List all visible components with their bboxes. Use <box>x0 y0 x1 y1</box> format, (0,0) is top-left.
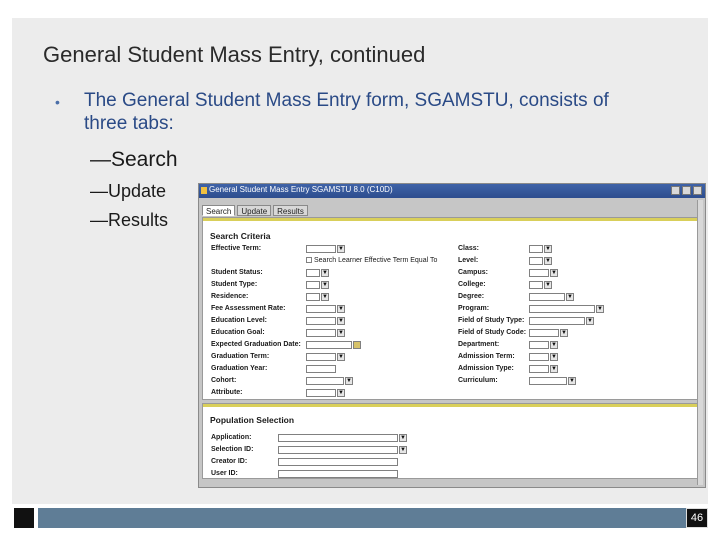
dropdown-arrow-icon[interactable]: ▼ <box>338 330 344 336</box>
user-id-label: User ID: <box>211 470 238 477</box>
dropdown-arrow-icon[interactable]: ▼ <box>551 342 557 348</box>
maximize-icon[interactable] <box>682 186 691 195</box>
level-input[interactable] <box>529 257 543 265</box>
dropdown-arrow-icon[interactable]: ▼ <box>569 378 575 384</box>
field-of-study-code-input[interactable] <box>529 329 559 337</box>
dropdown-arrow-icon[interactable]: ▼ <box>551 270 557 276</box>
search-learner-checkbox[interactable] <box>306 257 312 263</box>
degree-label: Degree: <box>458 293 485 300</box>
degree-input[interactable] <box>529 293 565 301</box>
selection-id-input[interactable] <box>278 446 398 454</box>
attribute-label: Attribute: <box>211 389 243 396</box>
dropdown-arrow-icon[interactable]: ▼ <box>400 447 406 453</box>
dropdown-arrow-icon[interactable]: ▼ <box>567 294 573 300</box>
education-level-label: Education Level: <box>211 317 268 324</box>
student-type-input[interactable] <box>306 281 320 289</box>
application-input[interactable] <box>278 434 398 442</box>
dropdown-arrow-icon[interactable]: ▼ <box>338 318 344 324</box>
dropdown-arrow-icon[interactable]: ▼ <box>587 318 593 324</box>
residence-label: Residence: <box>211 293 249 300</box>
admission-type-input[interactable] <box>529 365 549 373</box>
dropdown-arrow-icon[interactable]: ▼ <box>561 330 567 336</box>
dropdown-arrow-icon[interactable]: ▼ <box>322 294 328 300</box>
dropdown-arrow-icon[interactable]: ▼ <box>338 354 344 360</box>
close-icon[interactable] <box>693 186 702 195</box>
bullet-icon: • <box>55 94 60 110</box>
department-input[interactable] <box>529 341 549 349</box>
calendar-icon[interactable] <box>353 341 361 349</box>
tab-strip <box>202 205 308 216</box>
window-icon <box>201 187 207 194</box>
student-status-label: Student Status: <box>211 269 263 276</box>
dropdown-arrow-icon[interactable]: ▼ <box>322 270 328 276</box>
residence-input[interactable] <box>306 293 320 301</box>
education-goal-label: Education Goal: <box>211 329 265 336</box>
admission-type-label: Admission Type: <box>458 365 514 372</box>
class-label: Class: <box>458 245 480 252</box>
college-label: College: <box>458 281 486 288</box>
program-label: Program: <box>458 305 490 312</box>
cohort-label: Cohort: <box>211 377 237 384</box>
admission-term-label: Admission Term: <box>458 353 515 360</box>
population-selection-title: Population Selection <box>210 415 295 425</box>
sub-item-update: —Update <box>90 181 167 201</box>
education-goal-input[interactable] <box>306 329 336 337</box>
panel-accent-bar <box>203 218 697 221</box>
sub-item-results: —Results <box>90 210 169 230</box>
graduation-year-label: Graduation Year: <box>211 365 268 372</box>
student-status-input[interactable] <box>306 269 320 277</box>
minimize-icon[interactable] <box>671 186 680 195</box>
college-input[interactable] <box>529 281 543 289</box>
tab-results[interactable]: Results <box>273 205 308 216</box>
field-of-study-code-label: Field of Study Code: <box>458 329 527 336</box>
search-criteria-title: Search Criteria <box>210 231 271 241</box>
department-label: Department: <box>458 341 500 348</box>
dropdown-arrow-icon[interactable]: ▼ <box>338 390 344 396</box>
education-level-input[interactable] <box>306 317 336 325</box>
vertical-scrollbar[interactable] <box>697 200 703 485</box>
dropdown-arrow-icon[interactable]: ▼ <box>545 258 551 264</box>
dropdown-arrow-icon[interactable]: ▼ <box>338 246 344 252</box>
application-label: Application: <box>211 434 252 441</box>
tab-update[interactable]: Update <box>237 205 271 216</box>
expected-graduation-date-input[interactable] <box>306 341 352 349</box>
selection-id-label: Selection ID: <box>211 446 254 453</box>
footer-square <box>14 508 34 528</box>
slide-title: General Student Mass Entry, continued <box>43 42 426 67</box>
effective-term-input[interactable] <box>306 245 336 253</box>
creator-id-label: Creator ID: <box>211 458 248 465</box>
window-controls <box>671 186 702 195</box>
dropdown-arrow-icon[interactable]: ▼ <box>551 354 557 360</box>
curriculum-input[interactable] <box>529 377 567 385</box>
bullet-text: The General Student Mass Entry form, SGAMSTU, consists of three tabs: <box>84 90 609 134</box>
window-titlebar <box>199 184 705 198</box>
search-criteria-panel <box>202 217 698 400</box>
field-of-study-type-label: Field of Study Type: <box>458 317 525 324</box>
cohort-input[interactable] <box>306 377 344 385</box>
dropdown-arrow-icon[interactable]: ▼ <box>322 282 328 288</box>
dropdown-arrow-icon[interactable]: ▼ <box>551 366 557 372</box>
admission-term-input[interactable] <box>529 353 549 361</box>
graduation-year-input[interactable] <box>306 365 336 373</box>
dropdown-arrow-icon[interactable]: ▼ <box>545 282 551 288</box>
curriculum-label: Curriculum: <box>458 377 498 384</box>
dropdown-arrow-icon[interactable]: ▼ <box>400 435 406 441</box>
fee-assessment-rate-input[interactable] <box>306 305 336 313</box>
page-number: 46 <box>686 508 708 528</box>
program-input[interactable] <box>529 305 595 313</box>
tab-search[interactable]: Search <box>202 205 235 216</box>
fee-assessment-rate-label: Fee Assessment Rate: <box>211 305 286 312</box>
field-of-study-type-input[interactable] <box>529 317 585 325</box>
search-learner-label: Search Learner Effective Term Equal To <box>314 257 438 264</box>
dropdown-arrow-icon[interactable]: ▼ <box>597 306 603 312</box>
effective-term-label: Effective Term: <box>211 245 262 252</box>
footer-bar <box>38 508 708 528</box>
class-input[interactable] <box>529 245 543 253</box>
campus-input[interactable] <box>529 269 549 277</box>
user-id-input[interactable] <box>278 470 398 478</box>
dropdown-arrow-icon[interactable]: ▼ <box>545 246 551 252</box>
graduation-term-label: Graduation Term: <box>211 353 270 360</box>
dropdown-arrow-icon[interactable]: ▼ <box>346 378 352 384</box>
attribute-input[interactable] <box>306 389 336 397</box>
campus-label: Campus: <box>458 269 488 276</box>
form-window <box>198 183 706 488</box>
creator-id-input[interactable] <box>278 458 398 466</box>
level-label: Level: <box>458 257 479 264</box>
sub-item-search: —Search <box>90 148 178 171</box>
expected-graduation-date-label: Expected Graduation Date: <box>211 341 301 348</box>
graduation-term-input[interactable] <box>306 353 336 361</box>
student-type-label: Student Type: <box>211 281 258 288</box>
population-selection-panel <box>202 403 698 479</box>
dropdown-arrow-icon[interactable]: ▼ <box>338 306 344 312</box>
window-title: General Student Mass Entry SGAMSTU 8.0 (C10D) <box>209 185 393 194</box>
panel-accent-bar <box>203 404 697 407</box>
